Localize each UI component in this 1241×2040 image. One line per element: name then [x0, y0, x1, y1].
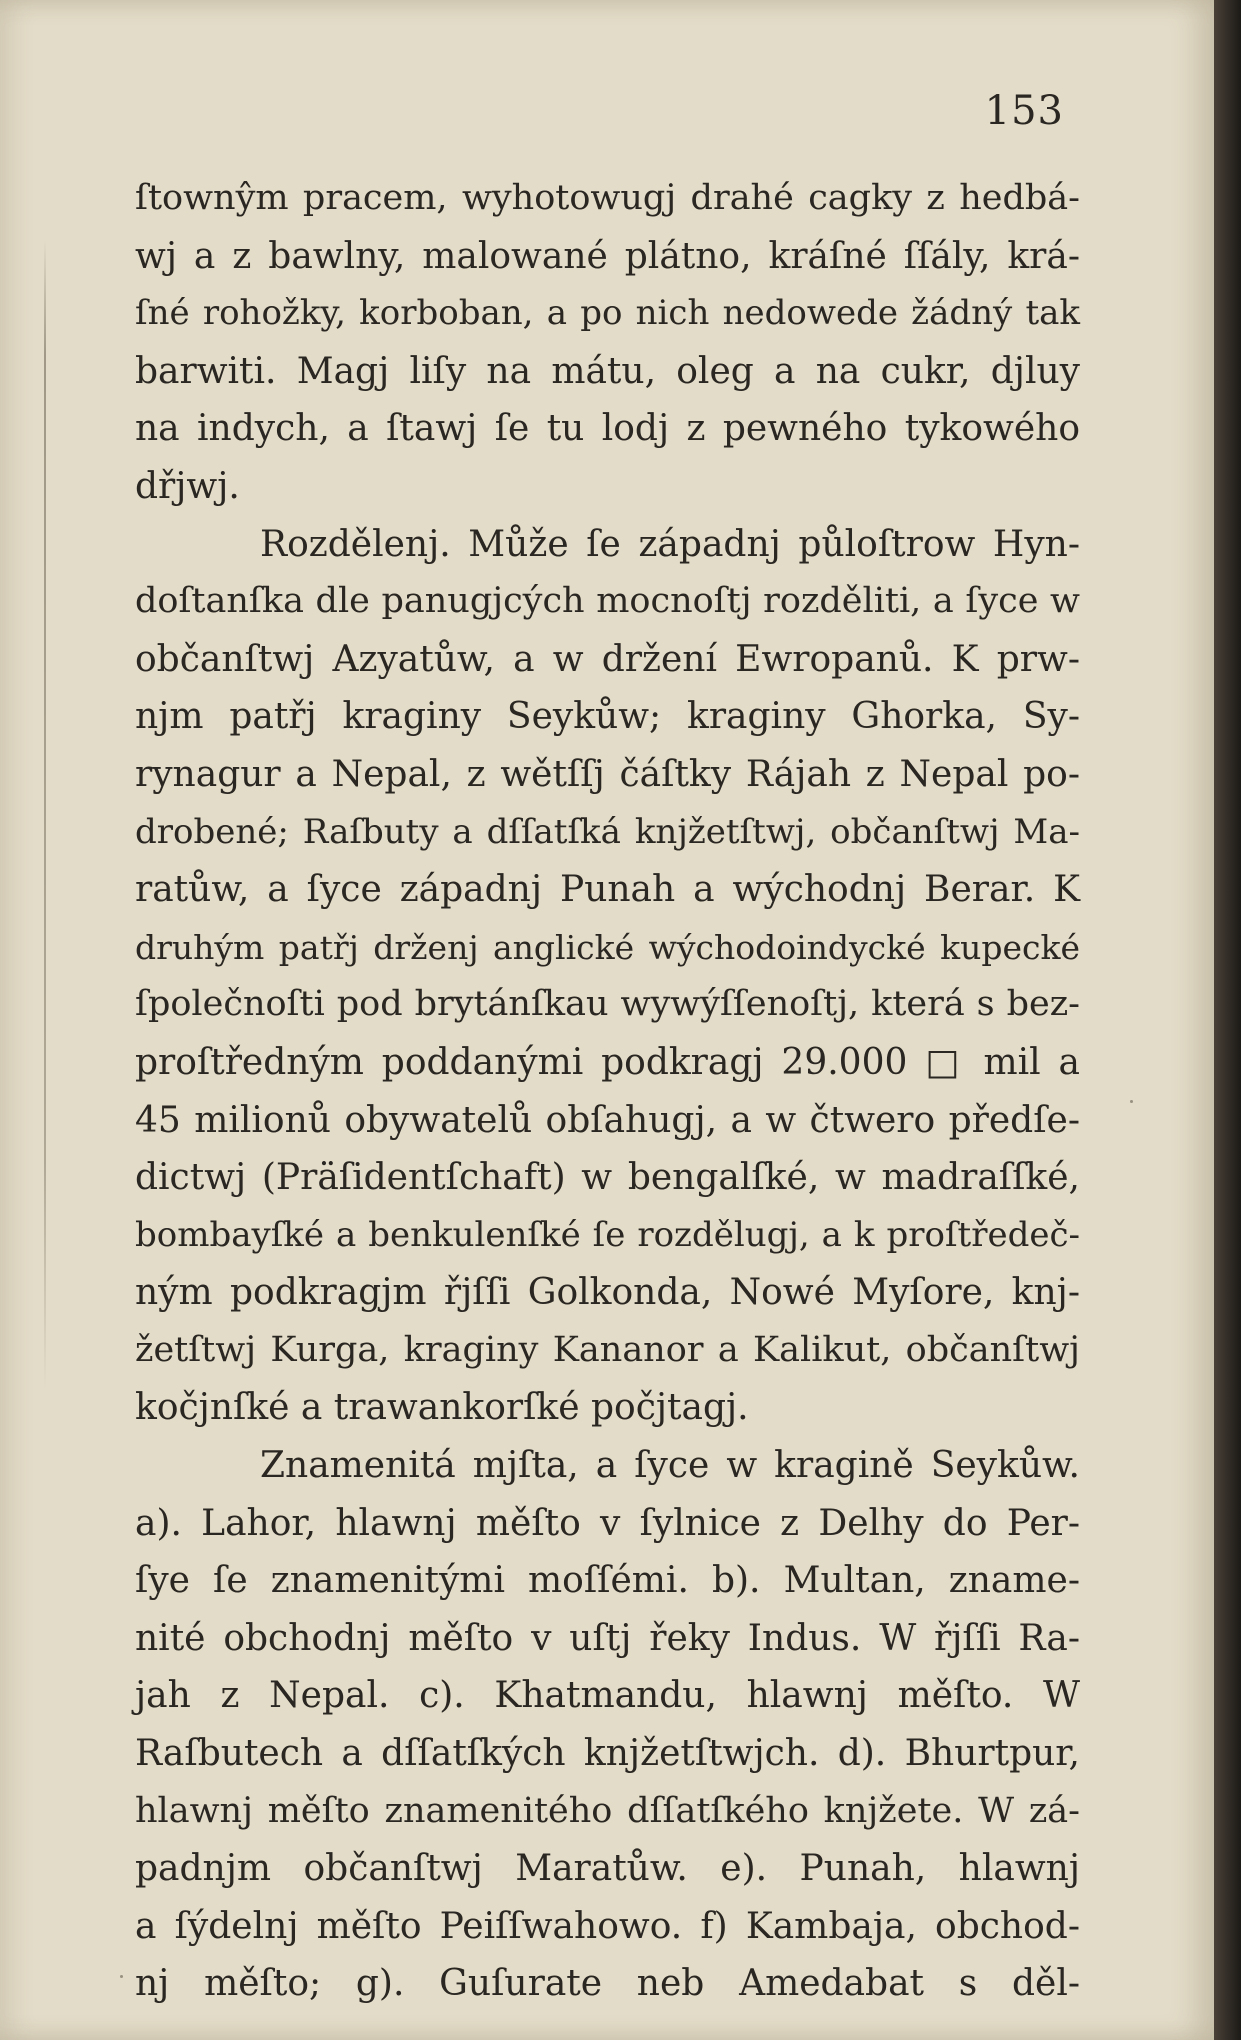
text-line: drobené; Raſbuty a dſſatſká knjžetſtwj, občanſtwj Ma-	[135, 811, 1080, 852]
text-line: bombayſké a benkulenſké ſe rozdělugj, a k proſtředeč-	[135, 1214, 1080, 1255]
text-line: žetſtwj Kurga, kraginy Kananor a Kalikut, občanſtwj	[135, 1329, 1080, 1370]
text-line: ſtownŷm pracem, wyhotowugj drahé cagky z hedbá-	[135, 178, 1080, 218]
text-line: njm patřj kraginy Seykůw; kraginy Ghorka, Sy-	[135, 696, 1080, 738]
text-line: a). Lahor, hlawnj měſto v ſylnice z Delhy do Per-	[135, 1502, 1080, 1544]
section-heading-line: Znamenitá mjſta, a ſyce w kragině Seykůw.	[260, 1445, 1080, 1487]
body-text	[135, 170, 1080, 2013]
text-line: dřjwj.	[135, 465, 240, 507]
paper-speck	[1130, 1100, 1133, 1103]
text-line: padnjm občanſtwj Maratůw. e). Punah, hlawnj	[135, 1848, 1080, 1890]
text-line: dictwj (Präſidentſchaft) w bengalſké, w madraſſké,	[135, 1157, 1080, 1199]
text-line: kočjnſké a trawankorſké počjtagj.	[135, 1387, 749, 1429]
text-line: doſtanſka dle panugjcých mocnoſtj rozděliti, a ſyce w	[135, 581, 1080, 622]
section-heading-line: Rozdělenj. Může ſe západnj půloſtrow Hyn-	[260, 523, 1080, 565]
text-line: jah z Nepal. c). Khatmandu, hlawnj měſto. W	[135, 1675, 1080, 1717]
text-line: ratůw, a ſyce západnj Punah a wýchodnj Berar. K	[135, 869, 1080, 911]
text-line: 45 milionů obywatelů obſahugj, a w čtwero předſe-	[135, 1099, 1080, 1141]
text-line: barwiti. Magj liſy na mátu, oleg a na cukr, djluy	[135, 350, 1080, 392]
text-line: a ſýdelnj měſto Peiſſwahowo. f) Kambaja, obchod-	[135, 1905, 1080, 1947]
text-line: nj měſto; g). Guſurate neb Amedabat s děl-	[135, 1963, 1080, 2005]
page-edge-shadow	[1214, 0, 1241, 2040]
text-line: proſtředným poddanými podkragj 29.000 □ mil a	[135, 1041, 1080, 1083]
text-line: ſpolečnoſti pod brytánſkau wywýſſenoſtj, která s bez-	[135, 984, 1080, 1025]
text-line: na indych, a ſtawj ſe tu lodj z pewného tykowého	[135, 408, 1080, 450]
text-line: hlawnj měſto znamenitého dſſatſkého knjžete. W zá-	[135, 1790, 1080, 1831]
text-line: ným podkragjm řjſſi Golkonda, Nowé Myſore, knj-	[135, 1272, 1080, 1314]
text-line: nité obchodnj měſto v uſtj řeky Indus. W řjſſi Ra-	[135, 1617, 1080, 1659]
text-line: Raſbutech a dſſatſkých knjžetſtwjch. d). Bhurtpur,	[135, 1733, 1080, 1775]
text-line: wj a z bawlny, malowané plátno, kráſné ſſály, krá-	[135, 235, 1080, 277]
text-line: rynagur a Nepal, z wětſſj čáſtky Rájah z Nepal po-	[135, 753, 1080, 795]
text-line: občanſtwj Azyatůw, a w držení Ewropanů. K prw-	[135, 638, 1080, 680]
text-line: ſné rohožky, korboban, a po nich nedowede žádný tak	[135, 293, 1080, 334]
paper-speck	[120, 1975, 123, 1978]
text-line: druhým patřj drženj anglické wýchodoindycké kupecké	[135, 927, 1080, 967]
page-fold-shadow	[44, 240, 46, 1390]
page-number: 153	[984, 88, 1064, 134]
text-line: ſye ſe znamenitými moſſémi. b). Multan, zname-	[135, 1560, 1080, 1602]
